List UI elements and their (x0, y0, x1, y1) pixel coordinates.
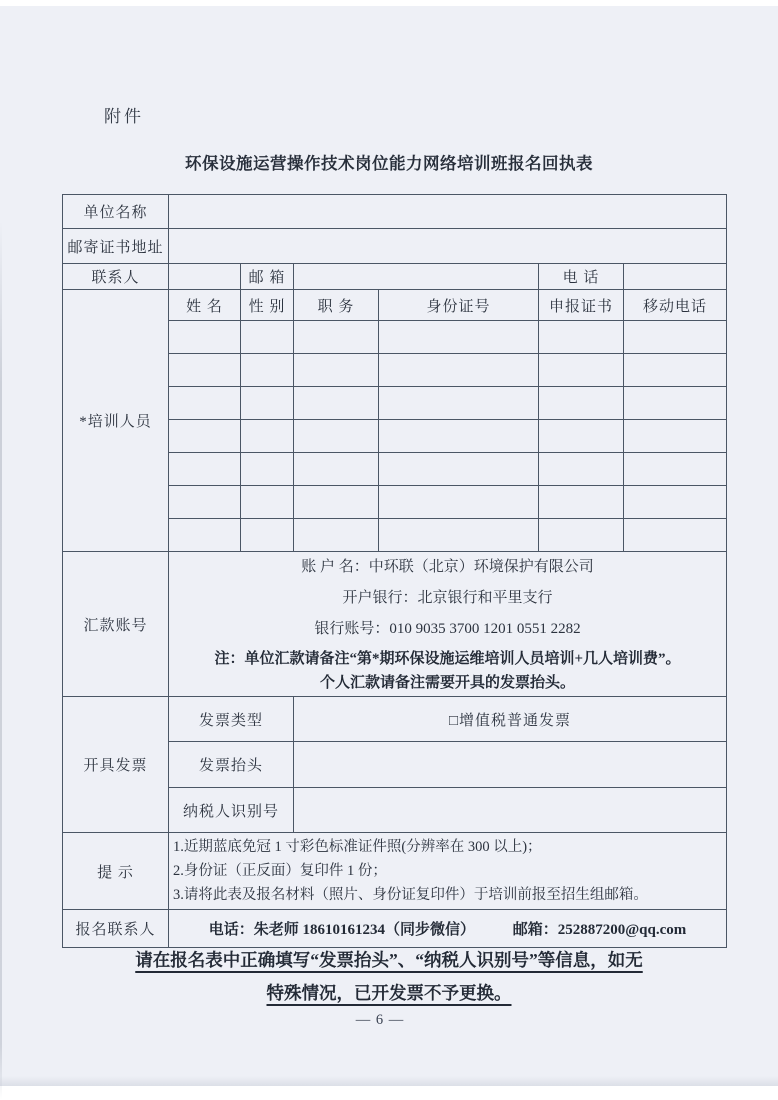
registration-contact-content (169, 910, 727, 948)
trainee-col-id-number: 身份证号 (379, 290, 539, 321)
unit-name-value-cell (169, 195, 727, 229)
scanned-page (0, 6, 778, 1086)
table-row-unit-name (63, 195, 727, 229)
invoice-title-label: 发票抬头 (169, 742, 294, 788)
trainee-empty-cell (169, 453, 241, 486)
invoice-label: 开具发票 (63, 697, 169, 833)
contact-name-value-cell (169, 264, 241, 290)
trainee-empty-cell (169, 321, 241, 354)
table-row-remittance (63, 552, 727, 697)
table-row-mailing-address (63, 229, 727, 264)
invoice-tax-id-value-cell (294, 788, 727, 833)
mailing-address-value-cell (169, 229, 727, 264)
contact-label: 联系人 (63, 264, 169, 290)
page-title: 环保设施运营操作技术岗位能力网络培训班报名回执表 (185, 154, 593, 173)
invoice-type-checkbox-value: □增值税普通发票 (294, 697, 727, 742)
table-row-trainee-header (63, 290, 727, 321)
remittance-note-line2: 个人汇款请备注需要开具的发票抬头。 (319, 675, 575, 691)
trainee-col-position: 职 务 (294, 290, 379, 321)
tips-item-2: 2.身份证（正反面）复印件 1 份； (173, 863, 387, 879)
tips-label: 提 示 (63, 833, 169, 910)
invoice-title-value-cell (294, 742, 727, 788)
trainee-empty-cell (169, 354, 241, 387)
invoice-tax-id-label: 纳税人识别号 (169, 788, 294, 833)
trainee-col-gender: 性 别 (241, 290, 294, 321)
contact-email-value-cell (294, 264, 539, 290)
tips-item-1: 1.近期蓝底免冠 1 寸彩色标准证件照(分辨率在 300 以上)； (173, 839, 542, 855)
unit-name-label: 单位名称 (63, 195, 169, 229)
tips-item-3: 3.请将此表及报名材料（照片、身份证复印件）于培训前报至招生组邮箱。 (173, 887, 648, 903)
remittance-note-line1: 注：单位汇款请备注“第*期环保设施运维培训人员培训+几人培训费”。 (214, 651, 681, 667)
mailing-address-label: 邮寄证书地址 (63, 229, 169, 264)
footer-note-line1: 请在报名表中正确填写“发票抬头”、“纳税人识别号”等信息，如无 (135, 950, 643, 970)
footer-note-line2: 特殊情况，已开发票不予更换。 (266, 983, 512, 1003)
tips-content (169, 833, 727, 910)
invoice-type-label: 发票类型 (169, 697, 294, 742)
registration-contact-phone: 电话：朱老师 18610161234（同步微信） (208, 922, 475, 938)
trainee-col-name: 姓 名 (169, 290, 241, 321)
contact-phone-value-cell (624, 264, 727, 290)
page-number: — 6 — (355, 1012, 405, 1028)
trainees-label: *培训人员 (63, 290, 169, 552)
trainee-empty-cell (169, 387, 241, 420)
scan-edge-artifact (0, 0, 2, 1100)
attachment-label: 附件 (104, 107, 144, 126)
remittance-account-number: 银行账号：010 9035 3700 1201 0551 2282 (314, 621, 581, 637)
table-row-contact (63, 264, 727, 290)
table-row-registration-contact (63, 910, 727, 948)
contact-email-label: 邮 箱 (241, 264, 294, 290)
trainee-empty-cell (169, 486, 241, 519)
table-row-invoice-type (63, 697, 727, 742)
table-row-tips (63, 833, 727, 910)
remittance-label: 汇款账号 (63, 552, 169, 697)
remittance-account-name: 账 户 名：中环联（北京）环境保护有限公司 (301, 559, 594, 575)
registration-contact-label: 报名联系人 (63, 910, 169, 948)
footer-note (0, 944, 778, 1010)
trainee-empty-cell (169, 519, 241, 552)
registration-contact-email: 邮箱：252887200@qq.com (512, 922, 687, 938)
contact-phone-label: 电 话 (539, 264, 624, 290)
trainee-col-mobile: 移动电话 (624, 290, 727, 321)
remittance-details (169, 552, 727, 697)
trainee-empty-cell (169, 420, 241, 453)
trainee-col-certificate: 申报证书 (539, 290, 624, 321)
remittance-bank: 开户银行：北京银行和平里支行 (342, 590, 553, 606)
registration-form-table (62, 194, 727, 948)
